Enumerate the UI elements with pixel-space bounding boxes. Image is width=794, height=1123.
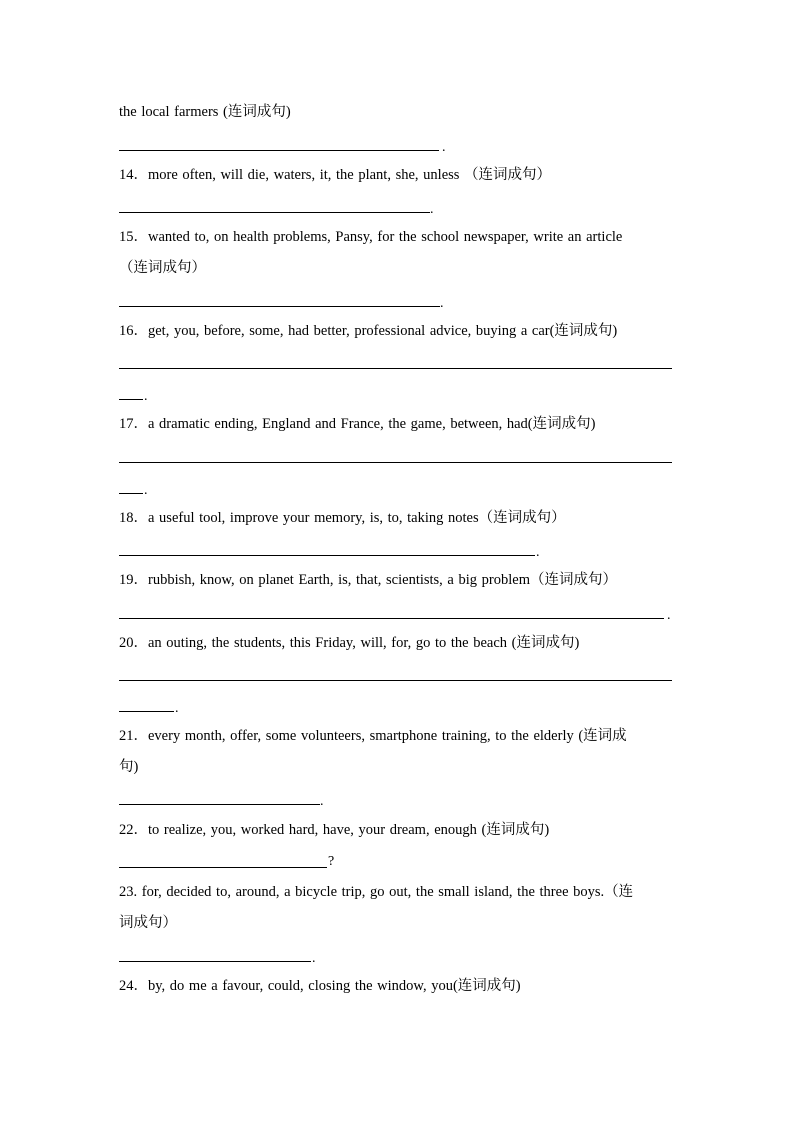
answer-mark-14: .	[430, 202, 434, 217]
answer-mark-21: .	[320, 794, 324, 809]
item-18-prompt: 18．a useful tool, improve your memory, is, to, taking notes（连词成句）	[119, 510, 566, 526]
answer-mark-23: .	[312, 951, 316, 966]
answer-line-16[interactable]	[119, 368, 672, 369]
answer-mark-19: .	[667, 608, 671, 623]
answer-mark-22: ?	[328, 854, 335, 869]
item-13-continuation: the local farmers (连词成句)	[119, 104, 291, 120]
item-19-prompt: 19．rubbish, know, on planet Earth, is, that, scientists, a big problem（连词成句）	[119, 572, 617, 588]
answer-line-17-cont[interactable]	[119, 493, 143, 494]
item-15-prompt-cont: （连词成句）	[119, 260, 206, 276]
answer-line-13[interactable]	[119, 150, 439, 151]
item-22-prompt: 22．to realize, you, worked hard, have, your dream, enough (连词成句)	[119, 822, 550, 838]
item-17-prompt: 17．a dramatic ending, England and France, the game, between, had(连词成句)	[119, 416, 596, 432]
answer-mark-13: .	[442, 140, 446, 155]
answer-line-20[interactable]	[119, 680, 672, 681]
answer-line-15[interactable]	[119, 306, 440, 307]
answer-mark-17: .	[144, 483, 148, 498]
item-23-prompt-cont: 词成句）	[119, 915, 177, 931]
answer-line-22[interactable]	[119, 867, 327, 868]
item-23-prompt: 23. for, decided to, around, a bicycle trip, go out, the small island, the three boys.（连	[119, 884, 634, 900]
answer-line-20-cont[interactable]	[119, 711, 174, 712]
item-21-prompt-cont: 句)	[119, 759, 139, 775]
answer-line-23[interactable]	[119, 961, 311, 962]
item-15-prompt: 15．wanted to, on health problems, Pansy, for the school newspaper, write an article	[119, 229, 623, 245]
item-14-prompt: 14．more often, will die, waters, it, the plant, she, unless （连词成句）	[119, 167, 552, 183]
item-16-prompt: 16．get, you, before, some, had better, professional advice, buying a car(连词成句)	[119, 323, 618, 339]
answer-line-21[interactable]	[119, 804, 320, 805]
item-20-prompt: 20．an outing, the students, this Friday, will, for, go to the beach (连词成句)	[119, 635, 580, 651]
answer-line-17[interactable]	[119, 462, 672, 463]
answer-line-19[interactable]	[119, 618, 664, 619]
answer-line-14[interactable]	[119, 212, 430, 213]
item-24-prompt: 24．by, do me a favour, could, closing the window, you(连词成句)	[119, 978, 521, 994]
answer-mark-16: .	[144, 389, 148, 404]
answer-line-16-cont[interactable]	[119, 399, 143, 400]
answer-mark-15: .	[440, 296, 444, 311]
item-21-prompt: 21．every month, offer, some volunteers, smartphone training, to the elderly (连词成	[119, 728, 627, 744]
answer-line-18[interactable]	[119, 555, 535, 556]
answer-mark-20: .	[175, 701, 179, 716]
answer-mark-18: .	[536, 545, 540, 560]
